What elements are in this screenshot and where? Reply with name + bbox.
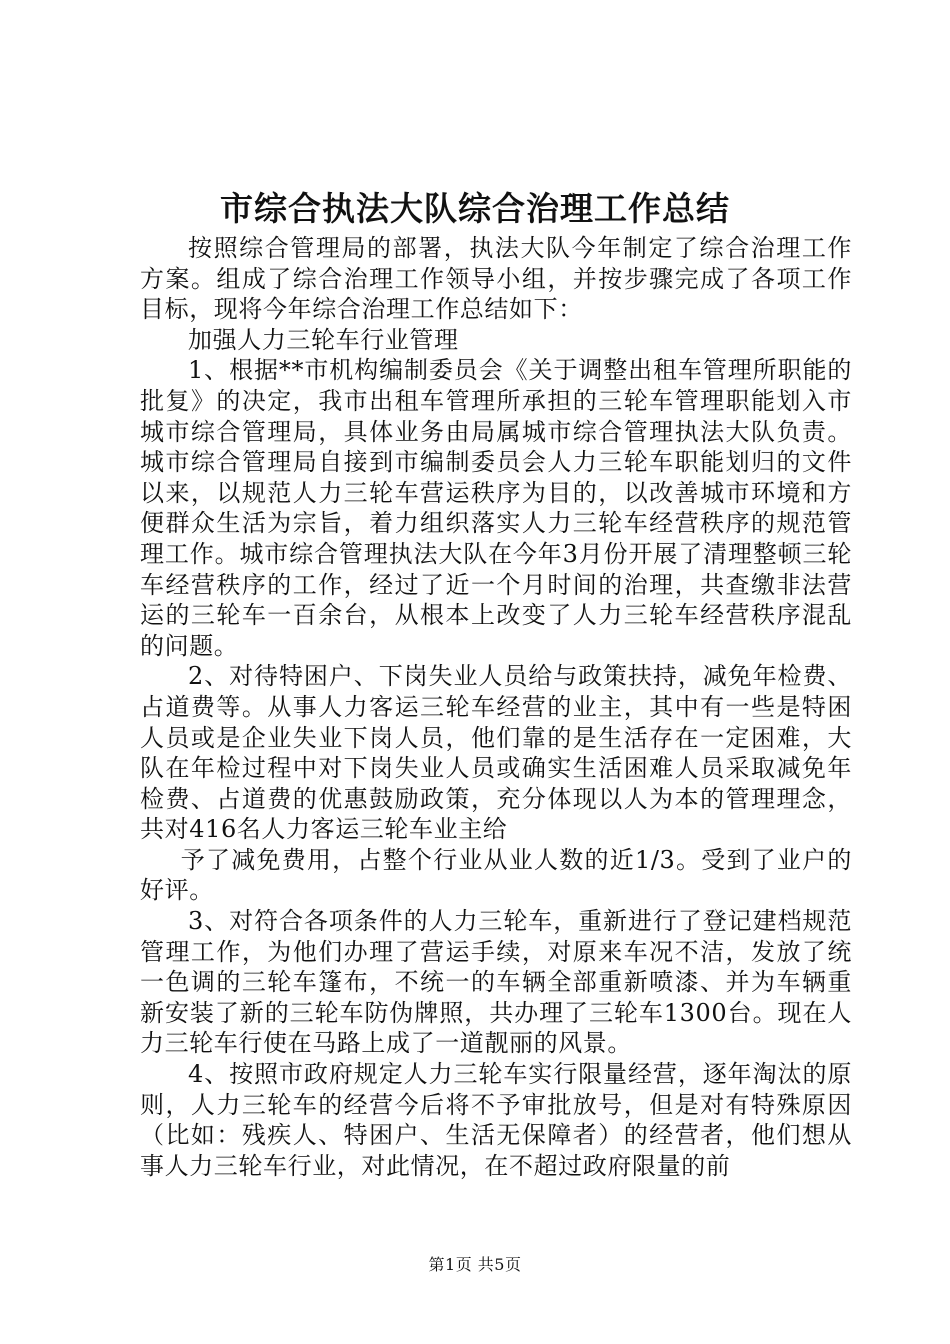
intro-paragraph: 按照综合管理局的部署，执法大队今年制定了综合治理工作方案。组成了综合治理工作领导小组，并按步骤完成了各项工作目标，现将今年综合治理工作总结如下： (140, 234, 852, 324)
document-title: 市综合执法大队综合治理工作总结 (220, 189, 730, 228)
document-body (140, 233, 852, 1181)
item-4-paragraph: 4、按照市政府规定人力三轮车实行限量经营，逐年淘汰的原则，人力三轮车的经营今后将不予审批放号，但是对有特殊原因（比如：残疾人、特困户、生活无保障者）的经营者，他们想从事人力三轮车行业，对此情况，在不超过政府限量的前 (140, 1060, 852, 1180)
item-2-continuation: 予了减免费用，占整个行业从业人数的近1/3。受到了业户的好评。 (140, 845, 852, 905)
item-2-paragraph: 2、对待特困户、下岗失业人员给与政策扶持，减免年检费、占道费等。从事人力客运三轮车经营的业主，其中有一些是特困人员或是企业失业下岗人员，他们靠的是生活存在一定困难，大队在年检过程中对下岗失业人员或确实生活困难人员采取减免年检费、占道费的优惠鼓励政策，充分体现以人为本的管理理念，共对416名人力客运三轮车业主给 (140, 662, 852, 844)
item-1-paragraph: 1、根据**市机构编制委员会《关于调整出租车管理所职能的批复》的决定，我市出租车管理所承担的三轮车管理职能划入市城市综合管理局，具体业务由局属城市综合管理执法大队负责。城市综合管理局自接到市编制委员会人力三轮车职能划归的文件以来，以规范人力三轮车营运秩序为目的，以改善城市环境和方便群众生活为宗旨，着力组织落实人力三轮车经营秩序的规范管理工作。城市综合管理执法大队在今年3月份开展了清理整顿三轮车经营秩序的工作，经过了近一个月时间的治理，共查缴非法营运的三轮车一百余台，从根本上改变了人力三轮车经营秩序混乱的问题。 (140, 356, 852, 660)
section-heading: 加强人力三轮车行业管理 (188, 325, 459, 354)
page-number-footer: 第1页 共5页 (428, 1255, 522, 1274)
item-3-paragraph: 3、对符合各项条件的人力三轮车，重新进行了登记建档规范管理工作，为他们办理了营运手续，对原来车况不洁，发放了统一色调的三轮车篷布，不统一的车辆全部重新喷漆、并为车辆重新安装了新的三轮车防伪牌照，共办理了三轮车1300台。现在人力三轮车行使在马路上成了一道靓丽的风景。 (140, 907, 852, 1058)
